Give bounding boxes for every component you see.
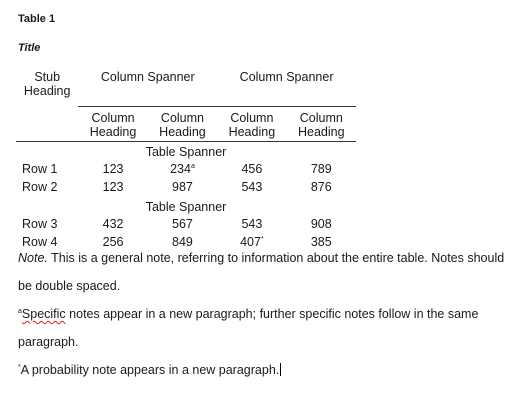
table-row	[16, 217, 356, 231]
column-heading-3: Column Heading	[228, 110, 276, 139]
table-cell: 385	[310, 234, 332, 249]
table-cell: 543	[241, 216, 263, 231]
table-title: Title	[18, 42, 41, 54]
table-spanner-row-1	[16, 141, 356, 162]
table-cell: 234$^a$	[170, 161, 195, 176]
table-number: Table 1	[18, 13, 56, 25]
table-spanner-2: Table Spanner	[145, 199, 227, 214]
table-row	[16, 162, 356, 176]
apa-table	[16, 70, 356, 249]
column-heading-row	[16, 106, 356, 141]
specific-note-marker: a	[18, 307, 22, 315]
stub-heading	[16, 70, 78, 106]
stub-heading-line1: Stub	[34, 70, 61, 84]
stub-heading-line2: Heading	[23, 84, 71, 98]
row-stub: Row 1	[22, 161, 58, 176]
column-spanner-1	[78, 70, 217, 98]
probability-note-line	[18, 363, 281, 377]
table-cell: 432	[102, 216, 124, 231]
table-cell: 876	[310, 179, 332, 194]
row-stub: Row 3	[22, 216, 58, 231]
probability-note-marker: *	[260, 235, 264, 243]
general-note-text: This is a general note, referring to information about the entire table. Notes should	[47, 251, 505, 265]
table-row	[16, 231, 356, 249]
table-cell: 256	[102, 234, 124, 249]
text-cursor	[280, 363, 281, 376]
table-spanner-row-2	[16, 194, 356, 217]
table-cell: 543	[241, 179, 263, 194]
probability-note-marker: *	[18, 363, 21, 371]
table-cell: 456	[241, 161, 263, 176]
spanner-header-row	[16, 70, 356, 98]
column-heading-4: Column Heading	[298, 110, 345, 139]
column-heading-2: Column Heading	[159, 110, 206, 139]
general-note-line1	[18, 251, 504, 265]
specific-note-text: notes appear in a new paragraph; further specific notes follow in the same	[65, 307, 479, 321]
probability-note-text: A probability note appears in a new paragraph.	[20, 363, 280, 377]
table-cell: 407*	[240, 234, 264, 249]
note-label: Note.	[18, 251, 48, 265]
spellcheck-word[interactable]: Specific	[21, 307, 66, 321]
table-cell: 908	[310, 216, 332, 231]
specific-note-line1	[18, 307, 478, 321]
column-spanner-2	[217, 70, 356, 98]
table-cell: 123	[102, 179, 124, 194]
general-note-line2: be double spaced.	[18, 279, 121, 293]
specific-note-marker: a	[190, 162, 195, 170]
table-cell: 123	[102, 161, 124, 176]
table-row	[16, 176, 356, 194]
column-heading-1: Column Heading	[89, 110, 137, 139]
table-cell: 849	[172, 234, 193, 249]
column-spanner-1-label: Column Spanner	[100, 70, 195, 84]
row-stub: Row 2	[22, 179, 58, 194]
column-spanner-2-label: Column Spanner	[239, 70, 334, 84]
table-cell: 567	[172, 216, 193, 231]
specific-note-line2: paragraph.	[18, 335, 79, 349]
table-cell: 987	[172, 179, 193, 194]
table-spanner-1: Table Spanner	[16, 141, 356, 162]
table-cell: 789	[310, 161, 332, 176]
row-stub: Row 4	[22, 234, 58, 249]
